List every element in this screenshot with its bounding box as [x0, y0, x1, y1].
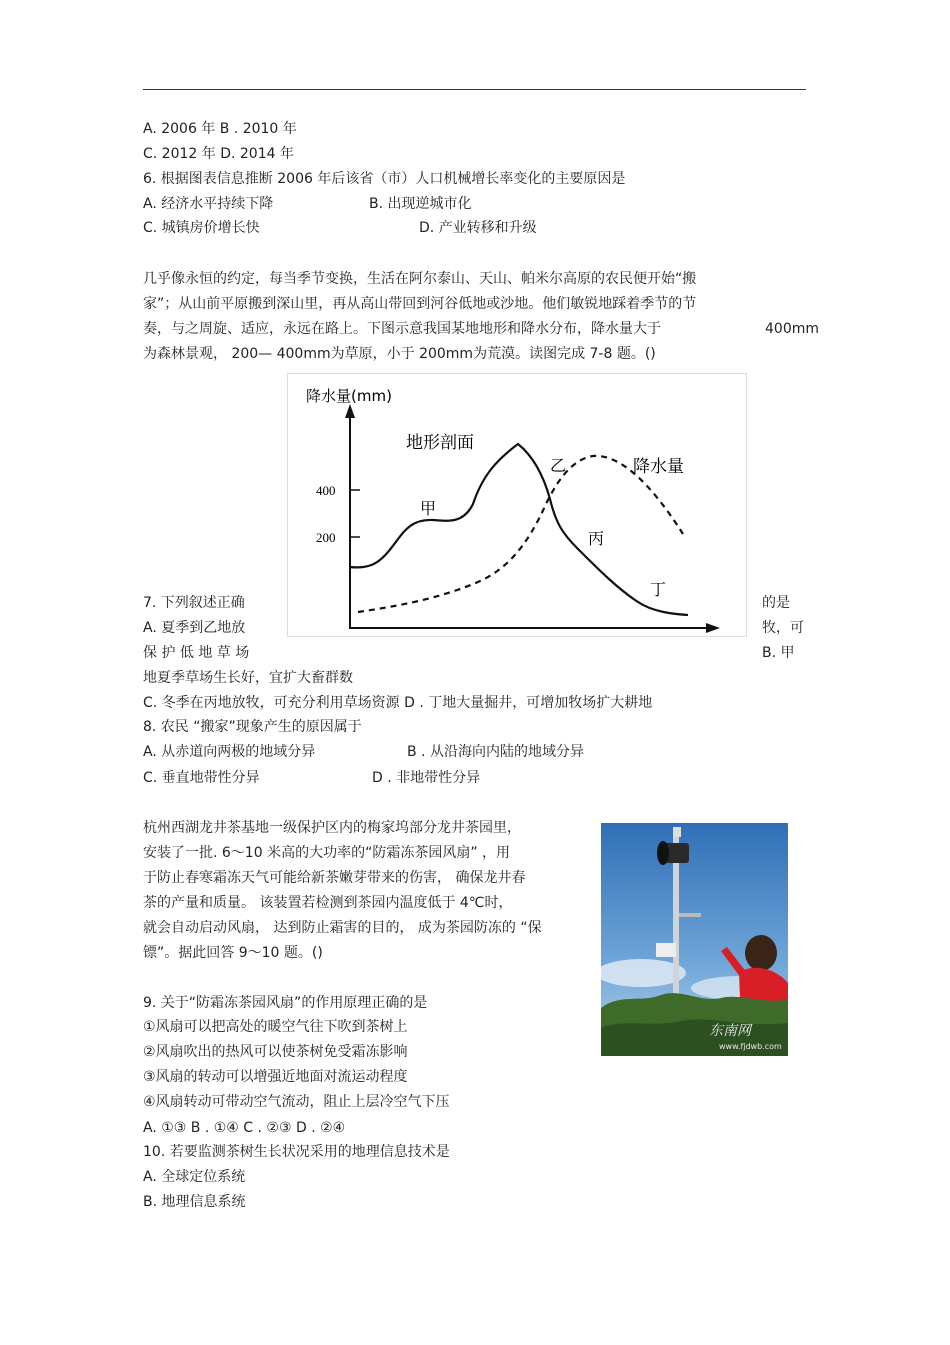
tick-400-label: 400 [316, 483, 336, 498]
text-line-l5b: D. 产业转移和升级 [419, 220, 537, 236]
text-line-q10: 10. 若要监测茶树生长状况采用的地理信息技术是 [143, 1144, 450, 1160]
fan-bracket [679, 913, 701, 917]
text-line-l2: C. 2012 年 D. 2014 年 [143, 146, 294, 162]
text-line-q9: 9. 关于“防霜冻茶园风扇”的作用原理正确的是 [143, 995, 428, 1011]
text-line-s6: 镖”。据此回答 9～10 题。() [143, 945, 323, 961]
text-line-q10b: B. 地理信息系统 [143, 1194, 246, 1210]
frost-fan-photo [601, 823, 788, 1056]
sensor-box [656, 943, 676, 957]
text-line-l1: A. 2006 年 B . 2010 年 [143, 121, 297, 137]
person-head [745, 935, 777, 971]
text-line-q8a: A. 从赤道向两极的地域分异 [143, 744, 316, 760]
text-line-q7b2: 地夏季草场生长好，宜扩大畜群数 [143, 670, 353, 686]
text-line-q7ar: 牧，可 [762, 620, 804, 636]
text-line-q8b: B . 从沿海向内陆的地域分异 [407, 744, 584, 760]
text-line-l3: 6. 根据图表信息推断 2006 年后该省（市）人口机械增长率变化的主要原因是 [143, 171, 626, 187]
text-line-q8d: D . 非地带性分异 [372, 770, 481, 786]
precipitation-line [358, 456, 683, 612]
text-line-q8c: C. 垂直地带性分异 [143, 770, 260, 786]
text-line-q9o2: ②风扇吹出的热风可以使茶树免受霜冻影响 [143, 1044, 408, 1060]
y-axis-arrow [345, 404, 355, 418]
text-line-p3: 奏，与之周旋、适应，永远在路上。下图示意我国某地地形和降水分布，降水量大于 [143, 321, 661, 337]
text-line-p3b: 400mm [765, 321, 819, 337]
text-line-q7cd: C. 冬季在丙地放牧，可充分利用草场资源 D . 丁地大量掘井，可增加牧场扩大耕地 [143, 695, 653, 711]
text-line-s4: 茶的产量和质量。 该装置若检测到茶园内温度低于 4℃时， [143, 895, 513, 911]
location-bing: 丙 [588, 529, 605, 548]
fan-sensor [673, 827, 681, 837]
text-line-l4b: B. 出现逆城市化 [369, 196, 472, 212]
text-line-q9o3: ③风扇的转动可以增强近地面对流运动程度 [143, 1069, 408, 1085]
text-line-q9o4: ④风扇转动可带动空气流动，阻止上层冷空气下压 [143, 1094, 450, 1110]
text-line-s1: 杭州西湖龙井茶基地一级保护区内的梅家坞部分龙井茶园里， [143, 820, 521, 836]
header-rule [143, 89, 806, 90]
text-line-p2: 家”；从山前平原搬到深山里，再从高山带回到河谷低地或沙地。他们敏锐地踩着季节的节 [143, 296, 697, 312]
fan-blade-icon [657, 841, 669, 865]
terrain-profile-label: 地形剖面 [406, 433, 474, 453]
text-line-q9o1: ①风扇可以把高处的暖空气往下吹到茶树上 [143, 1019, 408, 1035]
location-jia: 甲 [420, 499, 437, 518]
photo-watermark-url: www.fjdwb.com [719, 1042, 782, 1051]
text-line-q7a: A. 夏季到乙地放 [143, 620, 246, 636]
text-line-p4: 为森林景观， 200— 400mm为草原，小于 200mm为荒漠。读图完成 7-8 题。() [143, 346, 656, 362]
tick-200-label: 200 [316, 530, 336, 545]
terrain-precipitation-figure [287, 373, 747, 637]
terrain-chart-svg [288, 374, 746, 636]
text-line-s2: 安装了一批. 6～10 米高的大功率的“防霜冻茶园风扇” ，用 [143, 845, 511, 861]
text-line-q7a2: 保 护 低 地 草 场 [143, 645, 250, 661]
text-line-l5a: C. 城镇房价增长快 [143, 220, 260, 236]
location-ding: 丁 [650, 580, 667, 599]
text-line-p1: 几乎像永恒的约定，每当季节变换，生活在阿尔泰山、天山、帕米尔高原的农民便开始“搬 [143, 271, 697, 287]
text-line-q10a: A. 全球定位系统 [143, 1169, 246, 1185]
location-yi: 乙 [550, 456, 567, 475]
precipitation-label: 降水量 [633, 457, 684, 477]
photo-watermark: 东南网 [709, 1023, 751, 1039]
text-line-s3: 于防止春寒霜冻天气可能给新茶嫩芽带来的伤害， 确保龙井春 [143, 870, 526, 886]
text-line-q7r: 的是 [762, 595, 790, 611]
text-line-q7b: B. 甲 [762, 645, 795, 661]
y-axis-label: 降水量(mm) [306, 387, 392, 405]
text-line-s5: 就会自动启动风扇， 达到防止霜害的目的， 成为茶园防冻的 “保 [143, 920, 542, 936]
text-line-q7: 7. 下列叙述正确 [143, 595, 245, 611]
text-line-q9ans: A. ①③ B . ①④ C . ②③ D . ②④ [143, 1120, 346, 1136]
x-axis-arrow [706, 623, 720, 633]
text-line-q8: 8. 农民 “搬家”现象产生的原因属于 [143, 719, 362, 735]
frost-fan-photo-svg [601, 823, 788, 1056]
text-line-l4a: A. 经济水平持续下降 [143, 196, 274, 212]
